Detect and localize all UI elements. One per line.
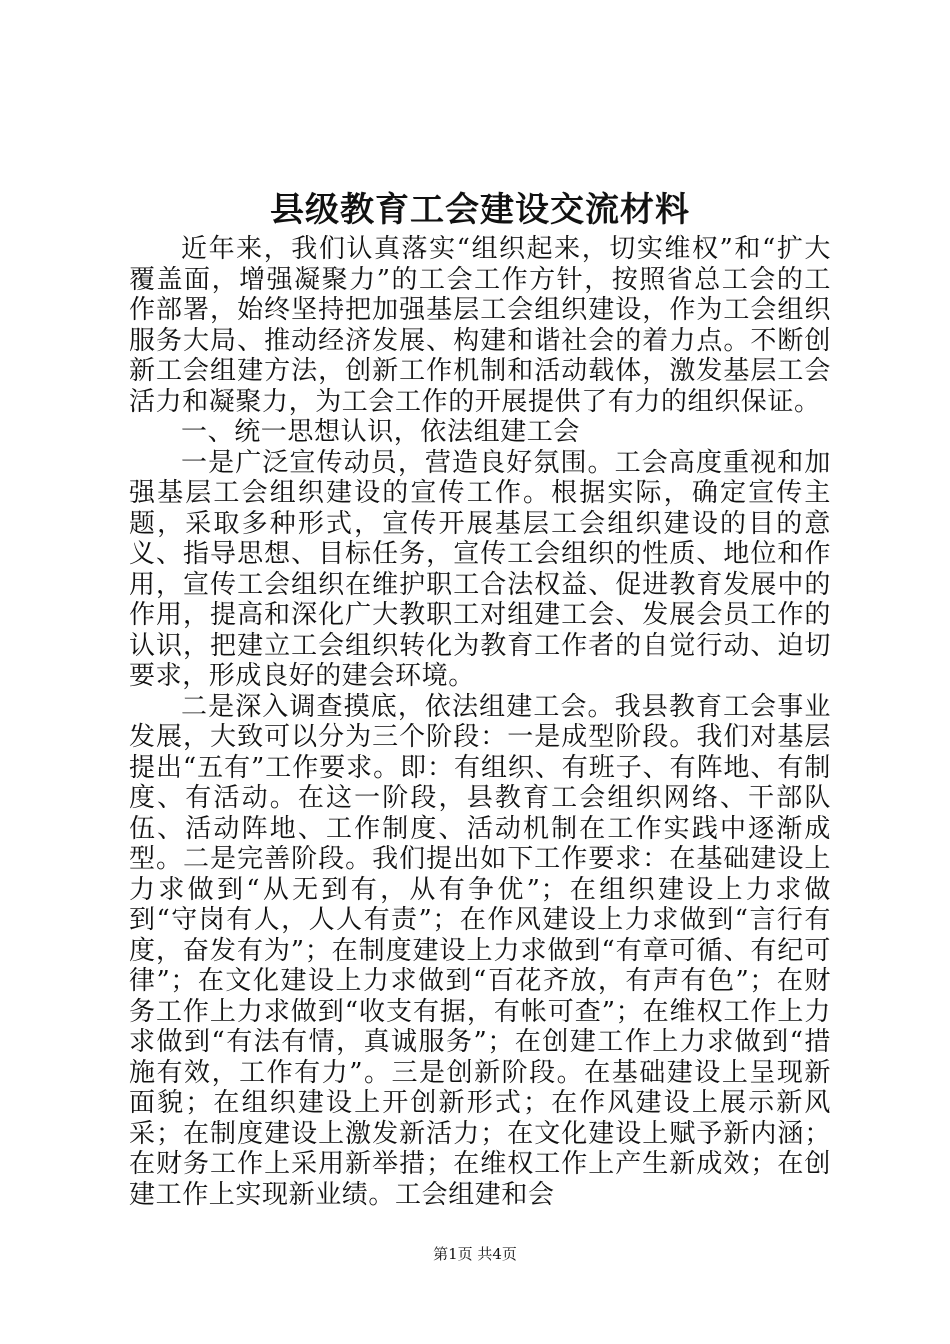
page-number-footer: 第1页 共4页 — [433, 1245, 517, 1263]
section-heading-1: 一、统一思想认识，依法组建工会 — [181, 417, 581, 447]
document-title: 县级教育工会建设交流材料 — [270, 190, 690, 230]
paragraph-organization: 二是深入调查摸底，依法组建工会。我县教育工会事业发展，大致可以分为三个阶段：一是成型阶段。我们对基层提出“五有”工作要求。即：有组织、有班子、有阵地、有制度、有活动。在这一阶段，县教育工会组织网络、干部队伍、活动阵地、工作制度、活动机制在工作实践中逐渐成型。二是完善阶段。我们提出如下工作要求：在基础建设上力求做到“从无到有，从有争优”；在组织建设上力求做到“守岗有人，人人有责”；在作风建设上力求做到“言行有度，奋发有为”；在制度建设上力求做到“有章可循、有纪可律”；在文化建设上力求做到“百花齐放，有声有色”；在财务工作上力求做到“收支有据，有帐可查”；在维权工作上力求做到“有法有情，真诚服务”；在创建工作上力求做到“措施有效，工作有力”。三是创新阶段。在基础建设上呈现新面貌；在组织建设上开创新形式；在作风建设上展示新风采；在制度建设上激发新活力；在文化建设上赋予新内涵；在财务工作上采用新举措；在维权工作上产生新成效；在创建工作上实现新业绩。工会组建和会 — [129, 691, 831, 1210]
paragraph-publicity: 一是广泛宣传动员，营造良好氛围。工会高度重视和加强基层工会组织建设的宣传工作。根据实际，确定宣传主题，采取多种形式，宣传开展基层工会组织建设的目的意义、指导思想、目标任务，宣传工会组织的性质、地位和作用，宣传工会组织在维护职工合法权益、促进教育发展中的作用，提高和深化广大教职工对组建工会、发展会员工作的认识，把建立工会组织转化为教育工作者的自觉行动、迫切要求，形成良好的建会环境。 — [129, 447, 831, 691]
document-body — [129, 234, 831, 1210]
paragraph-intro: 近年来，我们认真落实“组织起来，切实维权”和“扩大覆盖面，增强凝聚力”的工会工作方针，按照省总工会的工作部署，始终坚持把加强基层工会组织建设，作为工会组织服务大局、推动经济发展、构建和谐社会的着力点。不断创新工会组建方法，创新工作机制和活动载体，激发基层工会活力和凝聚力，为工会工作的开展提供了有力的组织保证。 — [129, 234, 831, 417]
